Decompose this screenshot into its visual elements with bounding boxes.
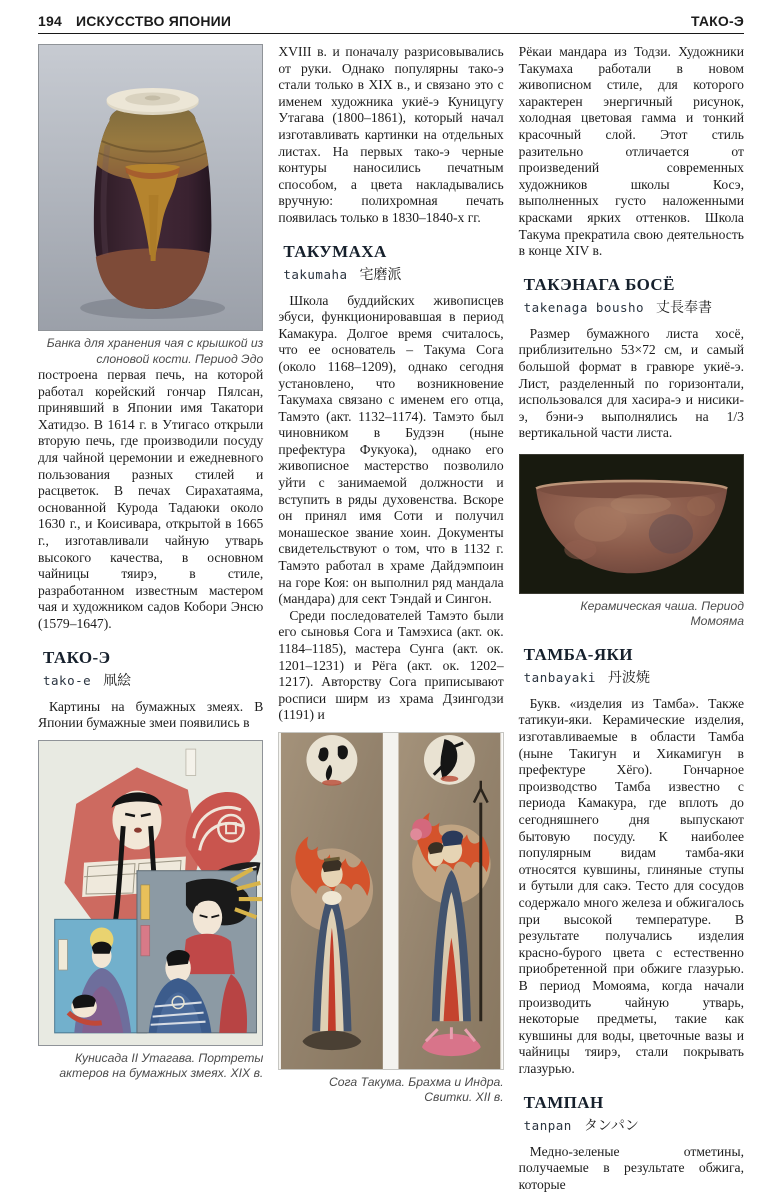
entry-romaji: tako-e xyxy=(43,672,92,688)
entry-tako-e xyxy=(43,648,263,690)
kite-prints-caption: Кунисада II Утагава. Портреты актеров на бумажных змеях. XIX в. xyxy=(59,1050,264,1081)
entry-kanji: タンパン xyxy=(583,1117,639,1134)
entry-kanji: 丹波焼 xyxy=(607,669,650,686)
scrolls-photo xyxy=(278,732,503,1070)
kite-prints-photo xyxy=(38,740,263,1046)
column-middle xyxy=(278,44,503,1193)
entry-tanba-yaki xyxy=(524,645,744,687)
entry-tanpan xyxy=(524,1093,744,1135)
tea-jar-caption: Банка для хранения чая с крышкой из слоновой кости. Период Эдо xyxy=(46,336,264,366)
entry-headword: ТАКЭНАГА БОСЁ xyxy=(523,274,675,294)
bowl-figure xyxy=(519,454,744,630)
paragraph: XVIII в. и поначалу разрисовывались от руки. Однако популярны тако-э стали только в XIX в., и связано это с именем художника укиё-э Куницугу Утагава (1800–1861), который начал изготавливать картинки на отдельных листах. На первых тако-э черные контуры наносились печатным способом, а цвета накладывались вручную: полихромная печать появилась только в 1830–1840-х гг. xyxy=(278,44,504,225)
paragraph: Медно-зеленые отметины, получаемые в результате обжига, которые xyxy=(518,1143,744,1192)
entry-kanji: 丈長奉書 xyxy=(656,299,713,316)
paragraph: Букв. «изделия из Тамба». Также татикуи-яки. Керамические изделия, изготавливаемые в области Тамба (ныне Такигун и Хикамигун в префектуре Хёго). Гончарное производство Тамба известно с периода Камакура, где вплоть до сегодняшнего дня выпускают бытовую посуду. К наиболее популярным видам тамба-яки относятся кувшины, глиняные ступы и бутыли для сакэ. Тесто для сосудов содержало много железа и обжигалось при высокой температуре. В результате получались изделия красно-бурого цвета с естественно приобретенной при обжиге глазурью. В период Момояма, когда начали производить чайную утварь, некоторые предметы, такие как кувшины для воды, цветочные вазы и чайницы тяирэ, стали покрывать глазурью. xyxy=(518,695,744,1076)
entry-romaji: tanbayaki xyxy=(523,669,596,685)
entry-headword: ТАМБА-ЯКИ xyxy=(523,644,633,664)
paragraph: Картины на бумажных змеях. В Японии бумажные змеи появились в xyxy=(38,698,264,731)
entry-romaji: takumaha xyxy=(283,266,348,282)
bowl-photo xyxy=(519,454,744,594)
entry-takumaha xyxy=(283,242,503,284)
entry-kanji: 宅磨派 xyxy=(359,266,402,283)
entry-takenaga-bosyo xyxy=(524,275,744,317)
entry-headword: ТАКО-Э xyxy=(43,647,111,667)
running-head: ТАКО-Э xyxy=(690,13,744,29)
section-title: ИСКУССТВО ЯПОНИИ xyxy=(75,13,232,29)
tea-jar-figure xyxy=(38,44,263,367)
entry-romaji: takenaga bousho xyxy=(523,299,645,315)
column-right xyxy=(519,44,744,1193)
scrolls-caption: Сога Такума. Брахма и Индра. Свитки. XII в. xyxy=(328,1074,504,1105)
entry-romaji: tanpan xyxy=(523,1117,572,1133)
scrolls-figure xyxy=(278,732,503,1106)
column-left xyxy=(38,44,263,1193)
paragraph: Школа буддийских живописцев эбуси, функционировавшая в период Камакура. Долгое время считалось, что ее основатель – Такума Сога (около 1168–1209), однако сегодня установлено, что возникновение Такумаха связано с именем его отца, Тамэто (акт. 1132–1174). Тамэто был чиновником в Будзэн (ныне префектура Фукуока), однако его живописное мастерство позволило уйти с занимаемой должности и вступить в ряды духовенства. Вскоре он принял имя Соти и получил монашеское звание хоин. Документы свидетельствуют о том, что в 1132 г. Тамэто работал в храме Дайдэмпоин на горе Коя: он выполнил ряд мандала (мандара) для сект Тэндай и Сингон. xyxy=(278,292,504,607)
kite-prints-figure xyxy=(38,740,263,1082)
header-rule xyxy=(38,33,744,34)
paragraph: Размер бумажного листа хосё, приблизительно 53×72 см, и самый большой формат в гравюре укиё-э. Лист, разделенный по горизонтали, использовался для хасира-э и нисики-э, бэни-э выполнялись на 1/3 вертикальной части листа. xyxy=(518,325,744,441)
running-header xyxy=(38,13,744,29)
paragraph: построена первая печь, на которой работал корейский гончар Пялсан, принявший в Японии имя Такатори Хатидзо. В 1614 г. в Утигасо открыли вторую печь, где производили посуду для чайной церемонии и ежедневного пользования разных стилей и расцветок. В печах Сирахатаяма, основанной Курода Тадаюки около 1630 г., и Коисивара, открытой в 1665 г., изготавливали чайную утварь высокого качества, в основном чайницы тяирэ, в стиле, разработанном известным мастером чая и художником садов Кобори Энсю (1579–1647). xyxy=(38,367,264,631)
three-column-layout xyxy=(38,44,744,1193)
page-number: 194 xyxy=(38,13,62,29)
entry-kanji: 凧絵 xyxy=(103,672,132,689)
bowl-caption: Керамическая чаша. Период Момояма xyxy=(580,598,744,629)
paragraph: Среди последователей Тамэто были его сыновья Сога и Тамэхиса (акт. ок. 1184–1185), мастера Сунга (акт. ок. 1201–1231) и Рёга (акт. ок. 1202–1217). Авторству Сога приписывают росписи ширм из храма Дзингодзи (1191) и xyxy=(278,607,504,723)
entry-headword: ТАМПАН xyxy=(523,1092,604,1112)
tea-jar-photo xyxy=(38,44,263,331)
paragraph: Рёкаи мандара из Тодзи. Художники Такумаха работали в новом живописном стиле, для которого характерен энергичный рисунок, холодная цветовая гамма и тонкий красочный слой. Этот стиль разительно отличается от произведений современных художников школы Косэ, выполненных густо наложенными красками ярких оттенков. Школа Такума прекратила свою деятельность в конце XIV в. xyxy=(518,44,744,259)
entry-headword: ТАКУМАХА xyxy=(283,241,387,261)
